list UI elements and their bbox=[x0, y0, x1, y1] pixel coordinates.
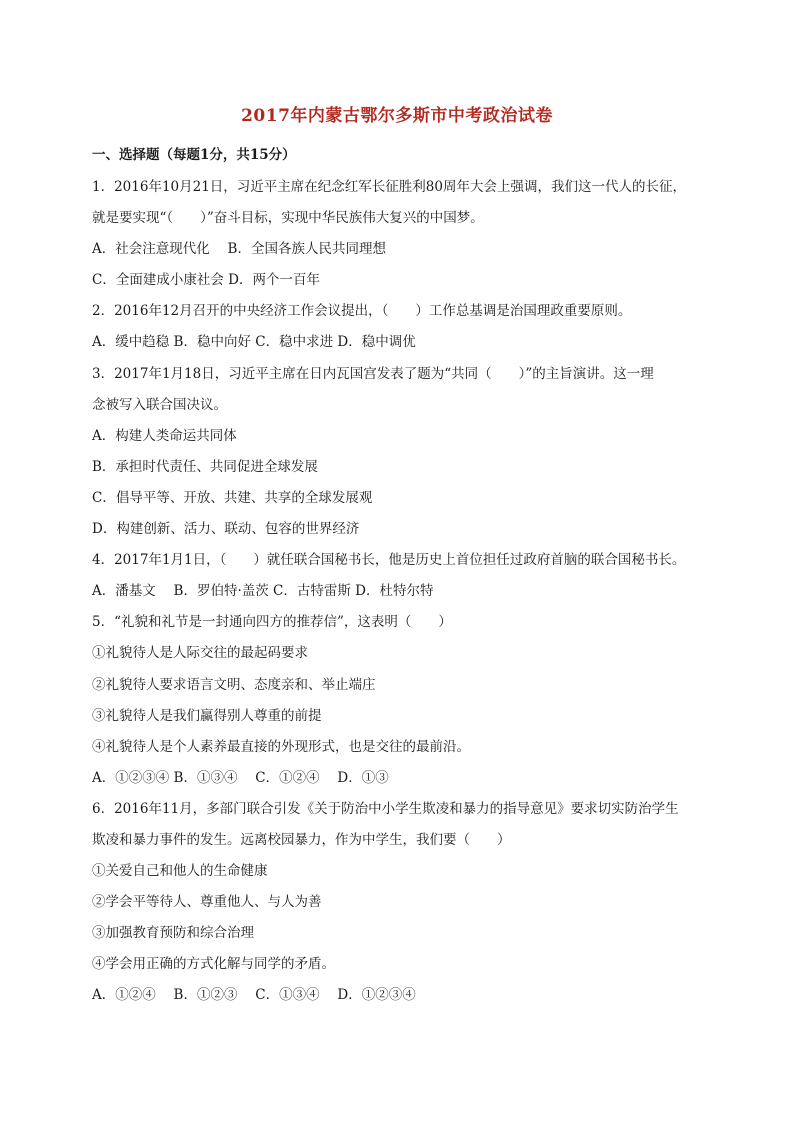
text-line: ①关爱自己和他人的生命健康 bbox=[92, 863, 268, 880]
text-line: A．缓中趋稳 B．稳中向好 C．稳中求进 D．稳中调优 bbox=[92, 334, 416, 351]
text-line: 6．2016年11月，多部门联合引发《关于防治中小学生欺凌和暴力的指导意见》要求切实防治学生 bbox=[92, 800, 679, 817]
text-line: 欺凌和暴力事件的发生。远离校园暴力，作为中学生，我们要（ ） bbox=[92, 831, 511, 848]
question-content bbox=[92, 172, 712, 1012]
text-line: A．社会注意现代化 B．全国各族人民共同理想 bbox=[92, 241, 386, 258]
text-line: ②学会平等待人、尊重他人、与人为善 bbox=[92, 894, 322, 911]
text-line: C．倡导平等、开放、共建、共享的全球发展观 bbox=[92, 489, 373, 506]
text-line: A．潘基文 B．罗伯特·盖茨 C．古特雷斯 D．杜特尔特 bbox=[92, 583, 434, 600]
text-line: A．①②③④ B．①③④ C．①②④ D．①③ bbox=[92, 769, 389, 786]
text-line: 2．2016年12月召开的中央经济工作会议提出，（ ）工作总基调是治国理政重要原则。 bbox=[92, 303, 632, 320]
text-line: 4．2017年1月1日，（ ）就任联合国秘书长，他是历史上首位担任过政府首脑的联合国秘书长。 bbox=[92, 552, 686, 569]
text-line: A．①②④ B．①②③ C．①③④ D．①②③④ bbox=[92, 987, 416, 1004]
text-line: C．全面建成小康社会 D．两个一百年 bbox=[92, 272, 320, 289]
text-line: ③礼貌待人是我们赢得别人尊重的前提 bbox=[92, 707, 322, 724]
text-line: ③加强教育预防和综合治理 bbox=[92, 925, 254, 942]
text-line: B．承担时代责任、共同促进全球发展 bbox=[92, 458, 318, 475]
text-line: ②礼貌待人要求语言文明、态度亲和、举止端庄 bbox=[92, 676, 376, 693]
text-line: 就是要实现“（ ）”奋斗目标，实现中华民族伟大复兴的中国梦。 bbox=[92, 210, 484, 227]
text-line: ①礼貌待人是人际交往的最起码要求 bbox=[92, 645, 308, 662]
text-line: 5．“礼貌和礼节是一封通向四方的推荐信”，这表明（ ） bbox=[92, 614, 452, 631]
section-heading: 一、选择题（每题1分，共15分） bbox=[92, 147, 296, 163]
text-line: D．构建创新、活力、联动、包容的世界经济 bbox=[92, 521, 360, 538]
text-line: ④学会用正确的方式化解与同学的矛盾。 bbox=[92, 956, 335, 973]
text-line: 1．2016年10月21日，习近平主席在纪念红军长征胜利80周年大会上强调，我们这一代人的长征， bbox=[92, 179, 686, 195]
text-line: 念被写入联合国决议。 bbox=[92, 396, 227, 413]
text-line: 3．2017年1月18日，习近平主席在日内瓦国宫发表了题为“共同（ ）”的主旨演讲。这一理 bbox=[92, 365, 654, 382]
exam-title: 2017年内蒙古鄂尔多斯市中考政治试卷 bbox=[241, 106, 553, 126]
text-line: A．构建人类命运共同体 bbox=[92, 427, 237, 444]
text-line: ④礼貌待人是个人素养最直接的外现形式，也是交往的最前沿。 bbox=[92, 738, 470, 755]
